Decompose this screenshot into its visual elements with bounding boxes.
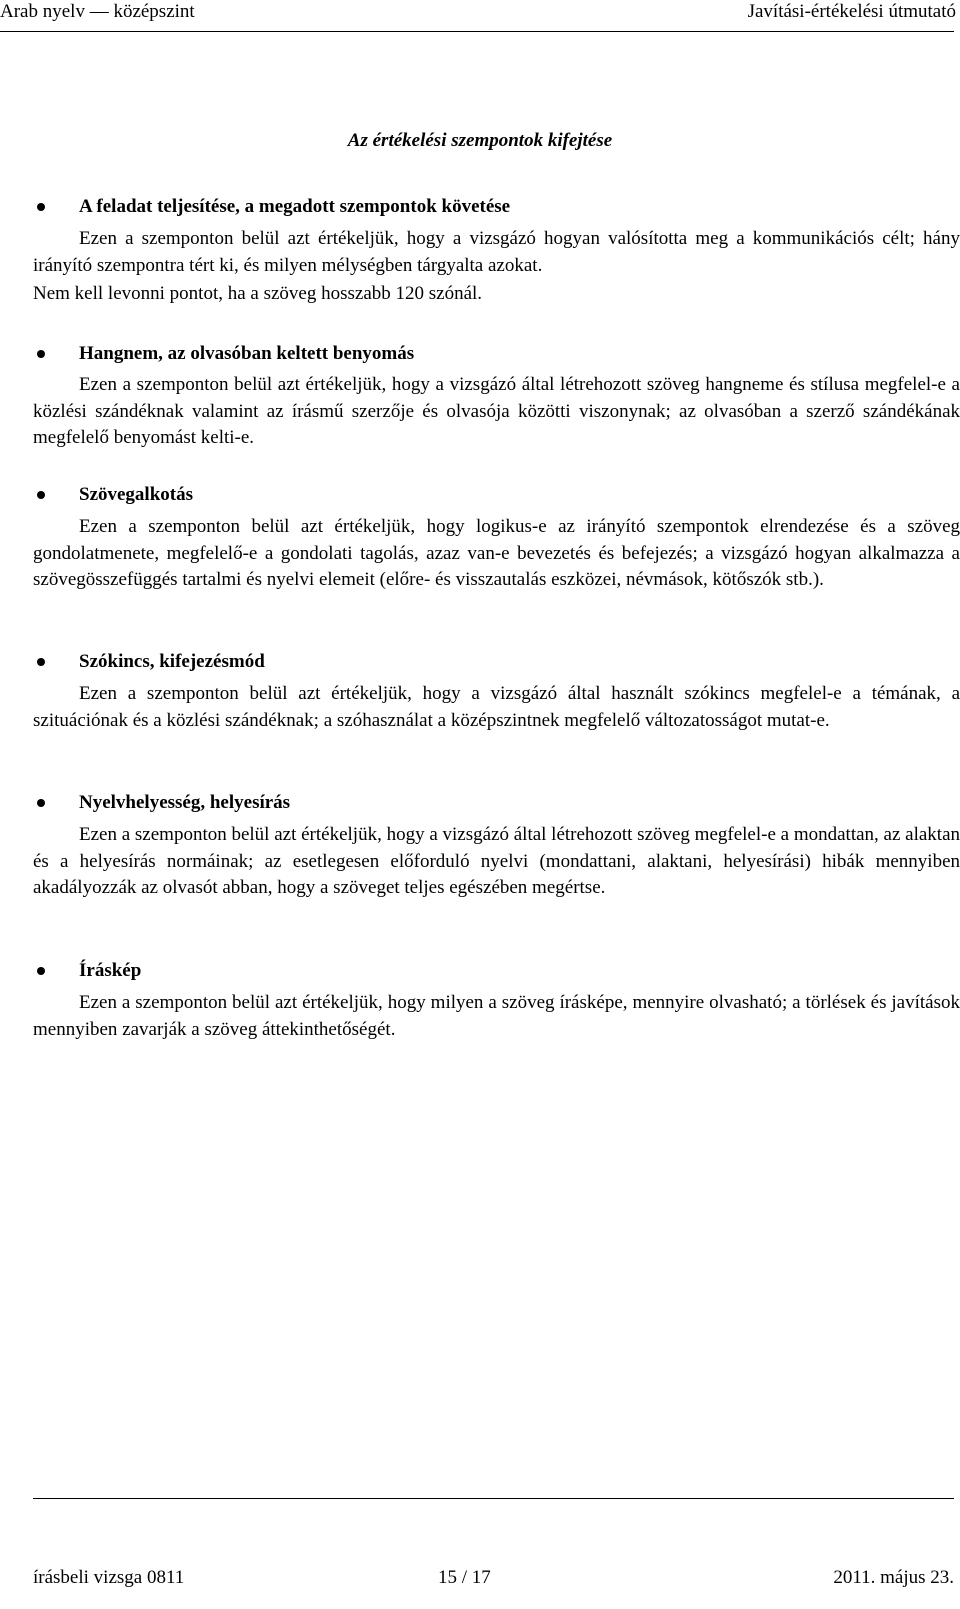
bullet-icon [37, 658, 45, 666]
bullet-icon [37, 203, 45, 211]
footer-divider [33, 1498, 954, 1499]
footer-page-number: 15 / 17 [438, 1567, 491, 1588]
criterion-heading: Szókincs, kifejezésmód [79, 651, 265, 672]
criterion-heading: Íráskép [79, 960, 142, 981]
criterion-body: Ezen a szemponton belül azt értékeljük, hogy a vizsgázó hogyan valósította meg a kommunikációs célt; hány irányító szempontra tért ki, és milyen mélységben tárgyalta azokat. [33, 228, 960, 276]
criterion-heading: Nyelvhelyesség, helyesírás [79, 792, 291, 813]
criterion-body: Ezen a szemponton belül azt értékeljük, hogy logikus-e az irányító szempontok elrendezése és a szöveg gondolatmenete, megfelelő-e a gondolati tagolás, azaz van-e bevezetés és befejezés; a vizsgázó hogyan alkalmazza a szövegösszefüggés tartalmi és nyelvi elemeit (előre- és visszautalás eszközei, névmások, kötőszók stb.). [33, 516, 960, 590]
criterion-heading: Szövegalkotás [79, 484, 193, 505]
bullet-icon [37, 799, 45, 807]
bullet-icon [37, 491, 45, 499]
header-doc-type: Javítási-értékelési útmutató [747, 1, 956, 22]
footer-date: 2011. május 23. [833, 1567, 954, 1588]
header-divider [0, 31, 954, 32]
criterion-body: Ezen a szemponton belül azt értékeljük, hogy a vizsgázó által létrehozott szöveg megfelel-e a mondattan, az alaktan és a helyesírás normáinak; az esetlegesen előforduló nyelvi (mondattani, alaktani, helyesírási) hibák mennyiben akadályozzák az olvasót abban, hogy a szöveget teljes egészében megértse. [33, 824, 960, 898]
criterion-note: Nem kell levonni pontot, ha a szöveg hosszabb 120 szónál. [33, 283, 483, 304]
bullet-icon [37, 967, 45, 975]
criterion-body: Ezen a szemponton belül azt értékeljük, hogy a vizsgázó által létrehozott szöveg hangneme és stílusa megfelel-e a közlési szándéknak valamint az írásmű szerzője és olvasója közötti viszonynak; az olvasóban a szerző szándékának megfelelő benyomást kelti-e. [33, 374, 960, 448]
bullet-icon [37, 350, 45, 358]
criterion-body: Ezen a szemponton belül azt értékeljük, hogy a vizsgázó által használt szókincs megfelel-e a témának, a szituációnak és a közlési szándéknak; a szóhasználat a középszintnek megfelelő változatosságot mutat-e. [33, 683, 960, 731]
criterion-heading: A feladat teljesítése, a megadott szempontok követése [79, 196, 511, 217]
footer-exam-code: írásbeli vizsga 0811 [33, 1567, 185, 1588]
criterion-body: Ezen a szemponton belül azt értékeljük, hogy milyen a szöveg írásképe, mennyire olvasható; a törlések és javítások mennyiben zavarják a szöveg áttekinthetőségét. [33, 992, 960, 1040]
page-title: Az értékelési szempontok kifejtése [347, 130, 613, 151]
page-header [0, 0, 960, 32]
criterion-heading: Hangnem, az olvasóban keltett benyomás [79, 343, 415, 364]
header-subject: Arab nyelv — középszint [0, 1, 195, 22]
